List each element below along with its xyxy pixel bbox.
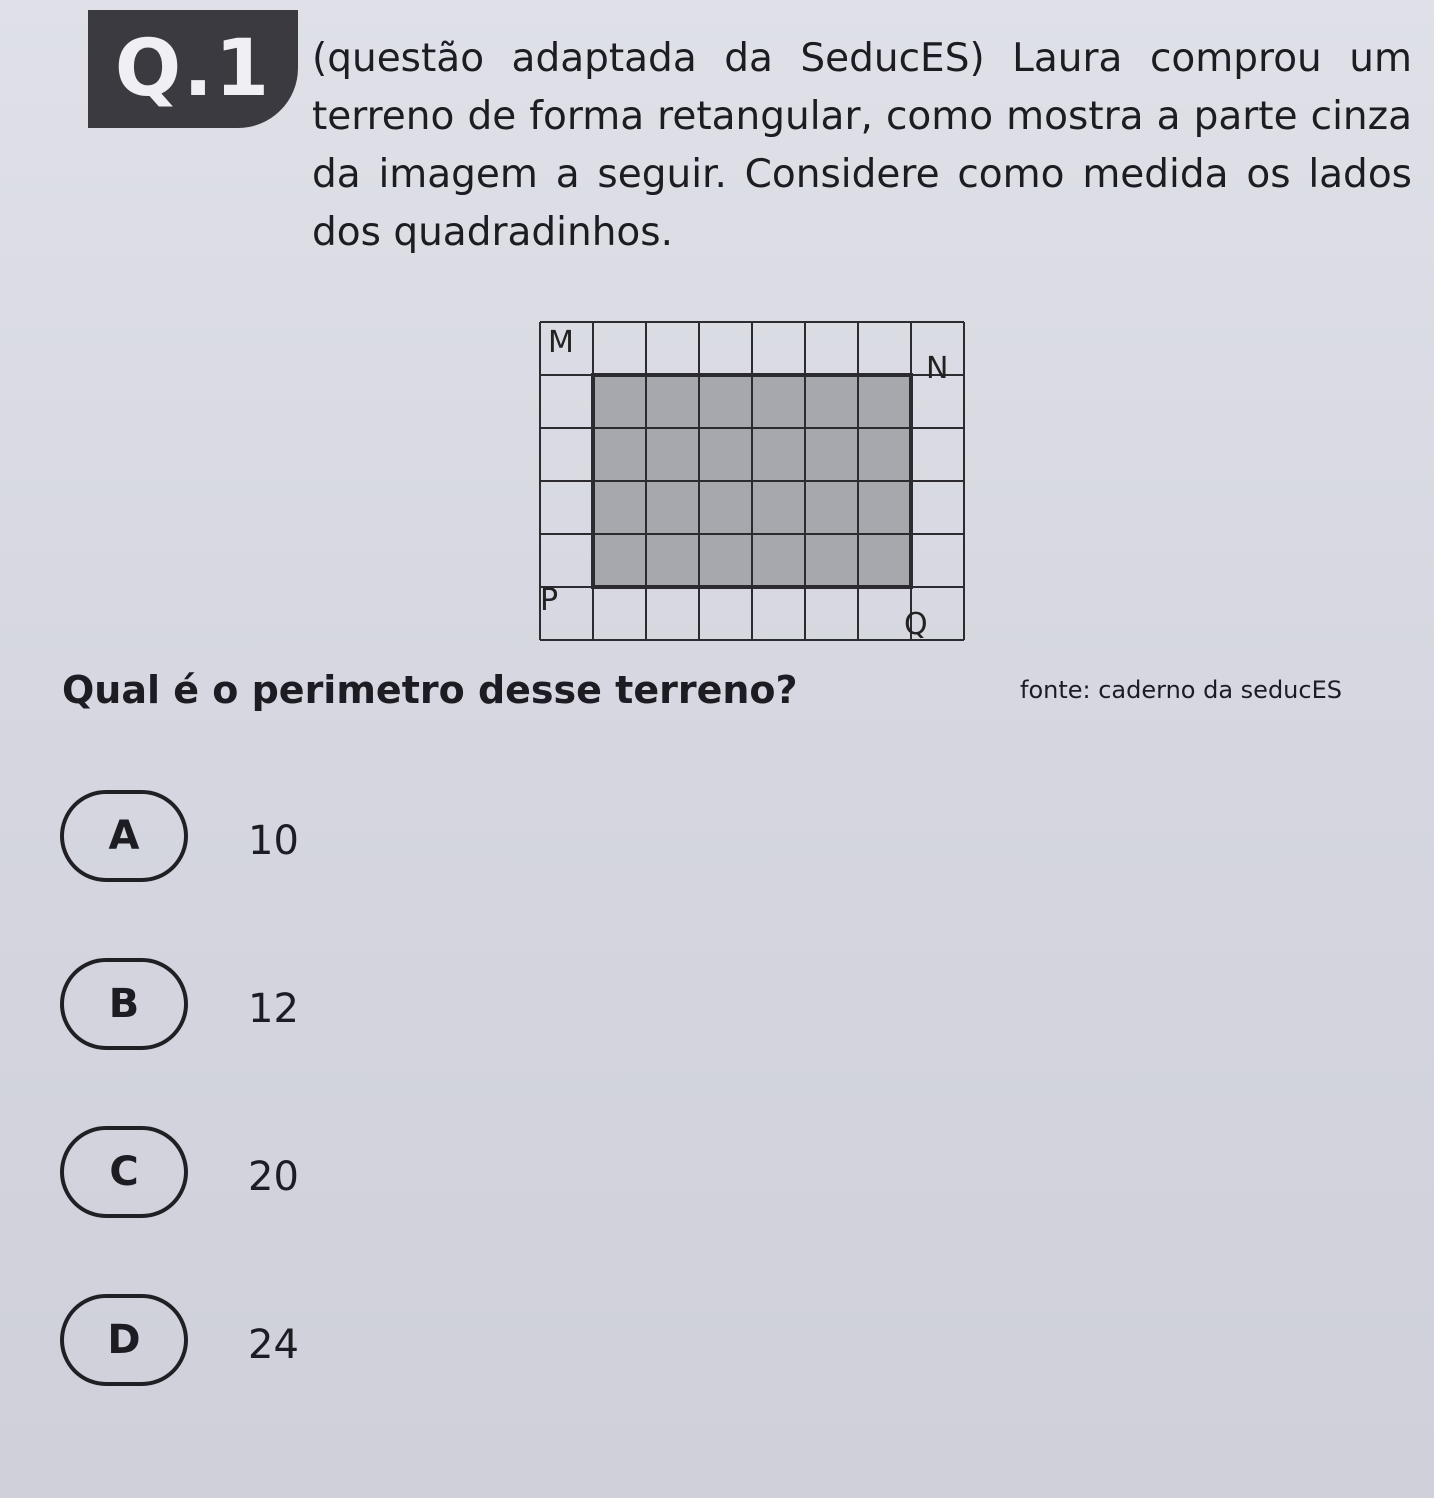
option-b-bubble[interactable]: B [60, 958, 188, 1050]
grid-figure [520, 310, 980, 650]
question-prompt: Qual é o perimetro desse terreno? [62, 668, 798, 712]
label-m: M [548, 325, 574, 360]
option-d-bubble[interactable]: D [60, 1294, 188, 1386]
option-a-bubble[interactable]: A [60, 790, 188, 882]
option-c[interactable] [60, 1126, 1390, 1294]
label-n: N [926, 351, 949, 386]
question-statement: (questão adaptada da SeducES) Laura comprou um terreno de forma retangular, como mostra a parte cinza da imagem a seguir. Considere como medida os lados dos quadradinhos. [312, 36, 1412, 255]
question-number-badge [88, 10, 298, 128]
option-d[interactable] [60, 1294, 1390, 1462]
option-a-value: 10 [248, 818, 299, 864]
option-c-bubble[interactable]: C [60, 1126, 188, 1218]
source-caption: fonte: caderno da seducES [1020, 676, 1342, 704]
option-a[interactable] [60, 790, 1390, 958]
option-c-value: 20 [248, 1154, 299, 1200]
option-d-value: 24 [248, 1322, 299, 1368]
option-b-value: 12 [248, 986, 299, 1032]
grid-diagram [520, 310, 980, 650]
label-q: Q [904, 607, 928, 642]
answer-options [60, 790, 1390, 1462]
option-b[interactable] [60, 958, 1390, 1126]
label-p: P [540, 583, 559, 618]
question-number: Q.1 [114, 24, 272, 114]
